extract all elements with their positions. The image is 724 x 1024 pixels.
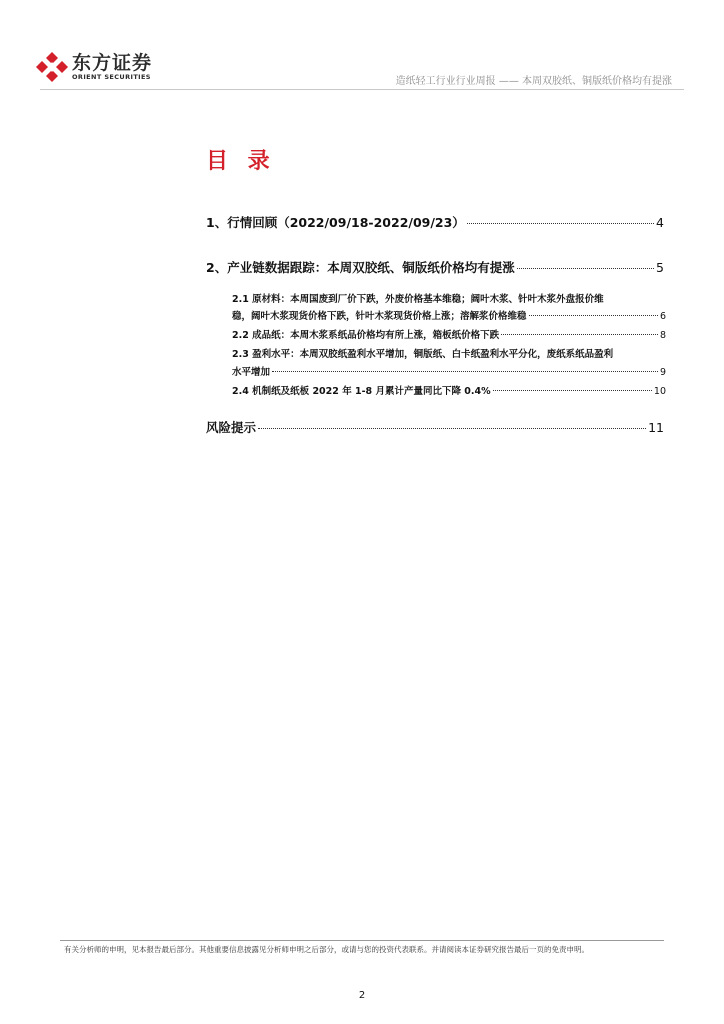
company-logo [36,52,152,82]
toc-entry-page: 8 [659,330,666,341]
footer-divider [60,940,664,941]
header-divider [40,89,684,90]
page-number: 2 [358,990,366,1001]
toc-entry-2[interactable] [206,258,664,276]
toc-entry-text: 2.4 机制纸及纸板 2022 年 1-8 月累计产量同比下降 0.4% [232,386,491,397]
logo-name-en: ORIENT SECURITIES [72,72,151,81]
dot-leader [529,315,658,316]
toc-entry-page: 11 [648,420,664,435]
dot-leader [467,223,654,224]
toc-entry-page: 6 [659,311,666,322]
orient-logo-icon [36,52,68,82]
dot-leader [501,334,658,335]
toc-entry-text: 水平增加 [232,367,271,378]
dot-leader [493,390,652,391]
toc-entry-page: 5 [656,260,664,275]
toc-entry-2-3[interactable] [232,364,666,378]
toc-entry-page: 9 [659,367,666,378]
toc-heading: 目 录 [206,149,276,174]
toc-entry-1[interactable] [206,213,664,231]
dot-leader [517,268,654,269]
toc-entry-text: 稳，阔叶木浆现货价格下跌，针叶木浆现货价格上涨；溶解浆价格维稳 [232,311,527,322]
dot-leader [272,371,658,372]
toc-entry-text: 风险提示 [206,420,257,435]
toc-entry-2-1[interactable] [232,308,666,322]
toc-entry-risk[interactable] [206,418,664,436]
toc-entry-page: 4 [656,215,664,230]
toc-entry-2-3-line1[interactable]: 2.3 盈利水平：本周双胶纸盈利水平增加，铜版纸、白卡纸盈利水平分化，废纸系纸品盈利 [232,349,614,360]
toc-entry-text: 2.2 成品纸：本周木浆系纸品价格均有所上涨，箱板纸价格下跌 [232,330,500,341]
toc-entry-text: 1、行情回顾（2022/09/18-2022/09/23） [206,215,465,230]
toc-entry-text: 2、产业链数据跟踪：本周双胶纸、铜版纸价格均有提涨 [206,260,515,275]
toc-entry-2-4[interactable] [232,383,666,397]
disclaimer-note: 有关分析师的申明，见本报告最后部分。其他重要信息披露见分析师申明之后部分，或请与您的投资代表联系。并请阅读本证券研究报告最后一页的免责申明。 [64,945,589,954]
toc-entry-page: 10 [653,386,666,397]
dot-leader [258,428,646,429]
report-title: 造纸轻工行业行业周报 —— 本周双胶纸、铜版纸价格均有提涨 [395,76,672,87]
logo-name-cn: 东方证券 [72,51,153,74]
toc-entry-2-1-line1[interactable]: 2.1 原材料：本周国废到厂价下跌，外废价格基本维稳；阔叶木浆、针叶木浆外盘报价维 [232,294,604,305]
toc-entry-2-2[interactable] [232,327,666,341]
